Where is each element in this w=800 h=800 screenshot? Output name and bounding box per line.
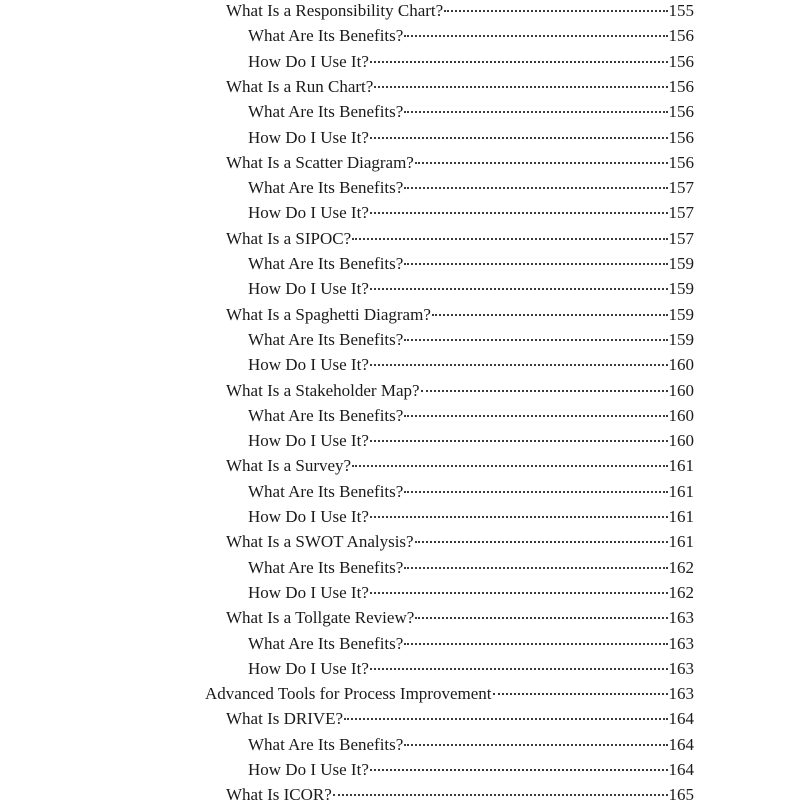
toc-entry[interactable]: [248, 127, 694, 149]
toc-entry-page-number: 156: [668, 76, 694, 96]
toc-entry-page-number: 162: [668, 582, 694, 602]
toc-entry-title: What Is a Survey?: [226, 456, 352, 476]
toc-entry[interactable]: [248, 405, 694, 427]
dot-leader: [333, 794, 668, 796]
toc-entry-page-number: 156: [668, 102, 694, 122]
toc-entry-page-number: 159: [668, 279, 694, 299]
toc-entry-page-number: 163: [668, 658, 694, 678]
toc-entry[interactable]: [248, 101, 694, 123]
toc-entry[interactable]: [248, 759, 694, 781]
toc-entry[interactable]: [226, 607, 694, 629]
toc-entry[interactable]: [226, 380, 694, 402]
toc-entry-page-number: 155: [668, 1, 694, 20]
toc-entry-title: How Do I Use It?: [248, 51, 369, 71]
dot-leader: [415, 541, 668, 543]
toc-entry-title: What Is a Spaghetti Diagram?: [226, 304, 431, 324]
toc-entry[interactable]: [248, 354, 694, 376]
dot-leader: [370, 364, 668, 366]
dot-leader: [404, 567, 667, 569]
toc-entry-page-number: 159: [668, 304, 694, 324]
toc-entry-page-number: 163: [668, 633, 694, 653]
toc-entry-title: What Is a Responsibility Chart?: [226, 1, 444, 20]
toc-entry[interactable]: [248, 278, 694, 300]
toc-entry-page-number: 156: [668, 26, 694, 46]
toc-entry[interactable]: [248, 658, 694, 680]
toc-entry[interactable]: [226, 455, 694, 477]
dot-leader: [370, 668, 668, 670]
toc-entry-title: How Do I Use It?: [248, 279, 369, 299]
toc-entry[interactable]: [226, 76, 694, 98]
toc-entry[interactable]: [248, 481, 694, 503]
dot-leader: [415, 617, 667, 619]
dot-leader: [370, 769, 668, 771]
dot-leader: [370, 61, 668, 63]
toc-entry-page-number: 161: [668, 481, 694, 501]
dot-leader: [404, 35, 667, 37]
toc-entry[interactable]: [226, 304, 694, 326]
toc-entry-title: What Are Its Benefits?: [248, 405, 404, 425]
toc-entry-title: What Are Its Benefits?: [248, 254, 404, 273]
dot-leader: [432, 314, 668, 316]
toc-entry-title: How Do I Use It?: [248, 127, 369, 147]
toc-entry-title: What Is a Tollgate Review?: [226, 608, 415, 628]
dot-leader: [370, 592, 668, 594]
toc-entry[interactable]: [248, 329, 694, 351]
dot-leader: [370, 212, 668, 214]
toc-entry-title: What Is a Stakeholder Map?: [226, 380, 420, 400]
toc-entry-title: What Are Its Benefits?: [248, 102, 404, 122]
toc-entry-title: What Is a SIPOC?: [226, 228, 352, 248]
toc-entry-title: How Do I Use It?: [248, 507, 369, 526]
toc-entry[interactable]: [248, 734, 694, 756]
dot-leader: [352, 465, 667, 467]
toc-entry-title: What Are Its Benefits?: [248, 557, 404, 577]
toc-entry-page-number: 156: [668, 127, 694, 147]
toc-entry-page-number: 160: [668, 431, 694, 451]
dot-leader: [404, 111, 667, 113]
toc-entry-page-number: 159: [668, 254, 694, 273]
toc-entry-page-number: 161: [668, 507, 694, 526]
dot-leader: [493, 693, 668, 695]
toc-entry[interactable]: [226, 0, 694, 22]
dot-leader: [404, 187, 667, 189]
dot-leader: [421, 390, 668, 392]
toc-entry-title: How Do I Use It?: [248, 203, 369, 223]
toc-entry[interactable]: [226, 784, 694, 800]
toc-entry-title: How Do I Use It?: [248, 431, 369, 451]
dot-leader: [344, 718, 667, 720]
toc-entry-title: How Do I Use It?: [248, 760, 369, 779]
toc-entry[interactable]: [248, 430, 694, 452]
toc-entry-page-number: 162: [668, 557, 694, 577]
toc-entry-page-number: 160: [668, 380, 694, 400]
toc-entry[interactable]: [248, 582, 694, 604]
dot-leader: [370, 516, 668, 518]
toc-entry-page-number: 156: [668, 152, 694, 172]
dot-leader: [352, 238, 667, 240]
toc-entry-title: What Is DRIVE?: [226, 709, 344, 729]
toc-entry[interactable]: [248, 202, 694, 224]
toc-entry[interactable]: [226, 152, 694, 174]
toc-entry-title: What Are Its Benefits?: [248, 178, 404, 198]
dot-leader: [370, 137, 668, 139]
dot-leader: [404, 263, 667, 265]
toc-entry-page-number: 161: [668, 456, 694, 476]
dot-leader: [404, 744, 667, 746]
toc-entry-title: How Do I Use It?: [248, 658, 369, 678]
toc-entry-page-number: 160: [668, 405, 694, 425]
toc-entry[interactable]: [248, 51, 694, 73]
dot-leader: [404, 643, 667, 645]
toc-entry[interactable]: [226, 531, 694, 553]
toc-entry-page-number: 159: [668, 329, 694, 349]
dot-leader: [404, 491, 667, 493]
toc-entry[interactable]: [248, 253, 694, 275]
toc-entry-page-number: 161: [668, 532, 694, 552]
dot-leader: [404, 339, 667, 341]
toc-entry-title: Advanced Tools for Process Improvement: [205, 684, 492, 704]
toc-entry-page-number: 157: [668, 203, 694, 223]
toc-entry[interactable]: [248, 177, 694, 199]
toc-entry[interactable]: [205, 683, 694, 705]
dot-leader: [404, 415, 667, 417]
toc-entry-page-number: 157: [668, 228, 694, 248]
toc-entry-title: How Do I Use It?: [248, 355, 369, 375]
dot-leader: [415, 162, 668, 164]
toc-entry-page-number: 165: [668, 785, 694, 800]
toc-entry-page-number: 160: [668, 355, 694, 375]
toc-entry-title: What Is a SWOT Analysis?: [226, 532, 414, 552]
toc-entry-title: How Do I Use It?: [248, 582, 369, 602]
dot-leader: [444, 10, 667, 12]
toc-entry[interactable]: [248, 557, 694, 579]
toc-entry[interactable]: [248, 633, 694, 655]
toc-entry-title: What Are Its Benefits?: [248, 633, 404, 653]
toc-entry-page-number: 156: [668, 51, 694, 71]
toc-entry[interactable]: [248, 25, 694, 47]
toc-entry-title: What Is a Run Chart?: [226, 76, 374, 96]
toc-entry-title: What Are Its Benefits?: [248, 481, 404, 501]
toc-entry-page-number: 164: [668, 760, 694, 779]
toc-entry-title: What Are Its Benefits?: [248, 329, 404, 349]
toc-entry-page-number: 163: [668, 684, 694, 704]
toc-entry-page-number: 157: [668, 178, 694, 198]
toc-entry[interactable]: [248, 506, 694, 528]
toc-entry-page-number: 164: [668, 709, 694, 729]
toc-entry-page-number: 164: [668, 734, 694, 754]
toc-entry-title: What Is ICOR?: [226, 785, 332, 800]
toc-entry[interactable]: [226, 708, 694, 730]
toc-entry-title: What Are Its Benefits?: [248, 734, 404, 754]
dot-leader: [370, 440, 668, 442]
dot-leader: [374, 86, 667, 88]
toc-entry-title: What Is a Scatter Diagram?: [226, 152, 414, 172]
toc-entry-page-number: 163: [668, 608, 694, 628]
toc-entry[interactable]: [226, 228, 694, 250]
dot-leader: [370, 288, 668, 290]
toc-entry-title: What Are Its Benefits?: [248, 26, 404, 46]
